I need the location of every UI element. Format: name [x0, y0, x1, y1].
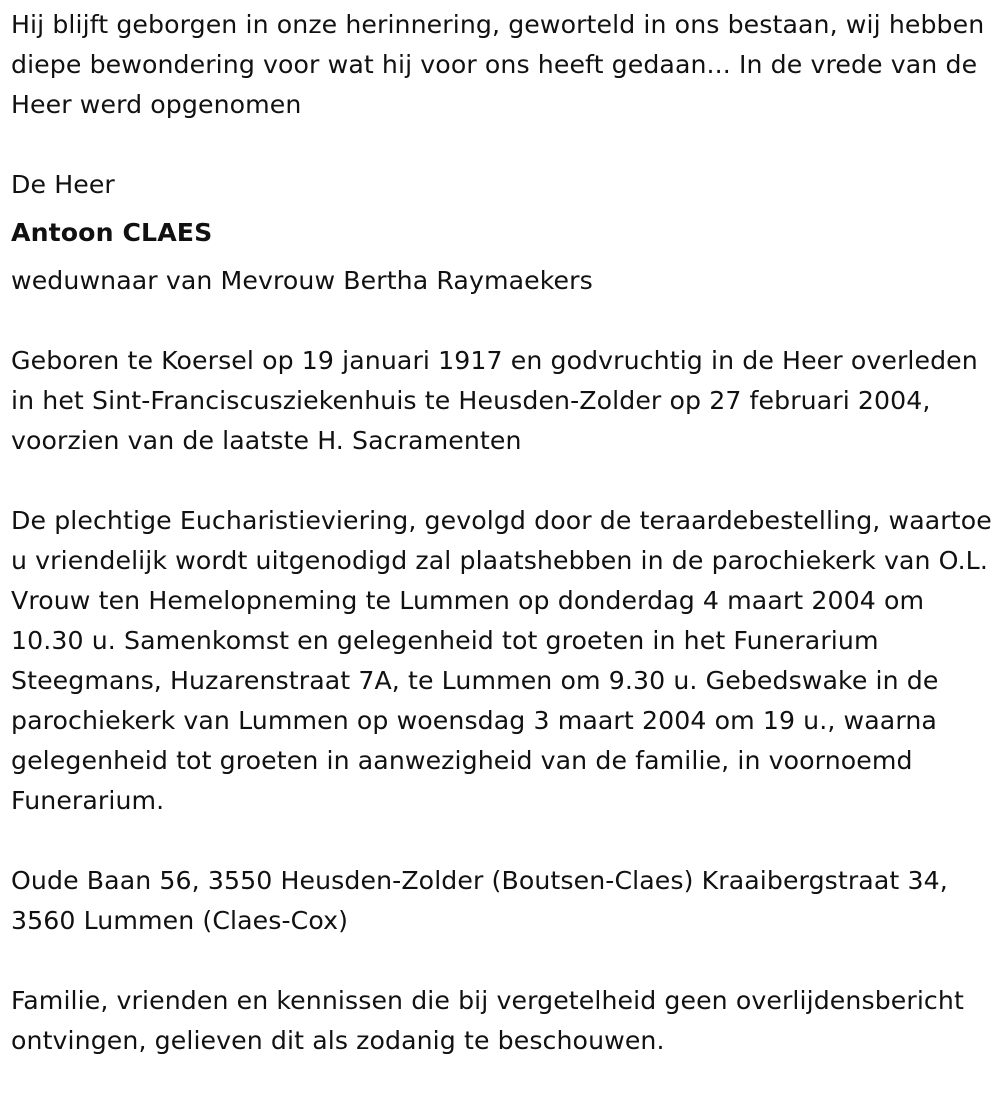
birth-death-paragraph: Geboren te Koersel op 19 januari 1917 en godvruchtig in de Heer overleden in het Sint-Franciscusziekenhuis te Heusden-Zolder op 27 februari 2004, voorzien van de laatste H. Sacramenten: [11, 346, 978, 455]
obituary-document: [11, 5, 996, 1101]
deceased-name: Antoon CLAES: [11, 218, 213, 247]
addresses-paragraph: Oude Baan 56, 3550 Heusden-Zolder (Boutsen-Claes) Kraaibergstraat 34, 3560 Lummen (Claes-Cox): [11, 866, 948, 935]
salutation: De Heer: [11, 170, 115, 199]
deceased-block: [11, 165, 996, 301]
intro-paragraph: Hij blijft geborgen in onze herinnering, geworteld in ons bestaan, wij hebben diepe bewondering voor wat hij voor ons heeft gedaan... In de vrede van de Heer werd opgenomen: [11, 10, 985, 119]
ceremony-paragraph: De plechtige Eucharistieviering, gevolgd door de teraardebestelling, waartoe u vriendelijk wordt uitgenodigd zal plaatshebben in de parochiekerk van O.L. Vrouw ten Hemelopneming te Lummen op donderdag 4 maart 2004 om 10.30 u. Samenkomst en gelegenheid tot groeten in het Funerarium Steegmans, Huzarenstraat 7A, te Lummen om 9.30 u. Gebedswake in de parochiekerk van Lummen op woensdag 3 maart 2004 om 19 u., waarna gelegenheid tot groeten in aanwezigheid van de familie, in voornoemd Funerarium.: [11, 506, 992, 815]
closing-paragraph: Familie, vrienden en kennissen die bij vergetelheid geen overlijdensbericht ontvingen, gelieven dit als zodanig te beschouwen.: [11, 986, 964, 1055]
relation-line: weduwnaar van Mevrouw Bertha Raymaekers: [11, 266, 593, 295]
